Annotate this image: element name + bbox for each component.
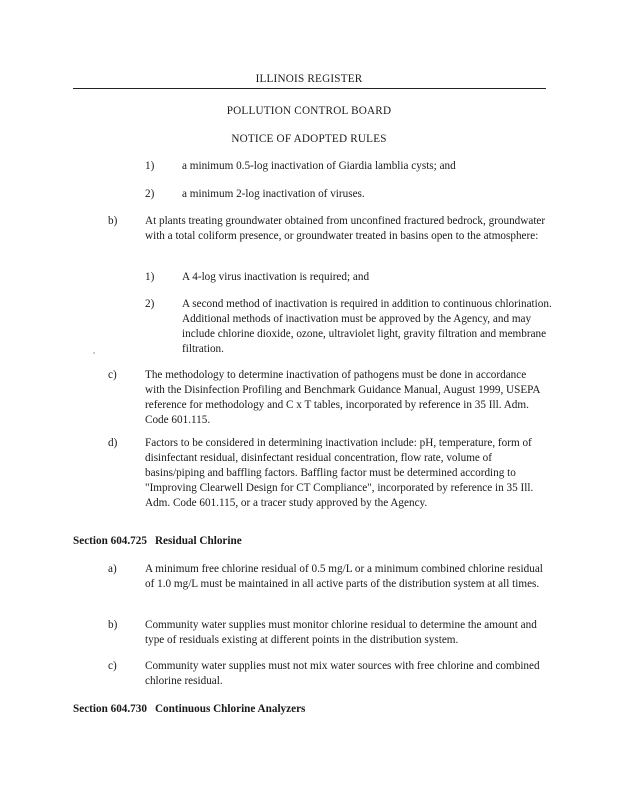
item-text: Factors to be considered in determining inactivation include: pH, temperature, form of disinfectant residual, disinfectant residual concentration, flow rate, volume of basins/piping and baffling factors. Baffling factor must be determined according to "Improving Clearwell Design for CT Compliance", incorporated by reference in 35 Ill. Adm. Code 601.115, or a tracer study approved by the Agency. — [145, 437, 534, 509]
item-label: c) — [108, 369, 117, 381]
item-text: The methodology to determine inactivation of pathogens must be done in accordance with the Disinfection Profiling and Benchmark Guidance Manual, August 1999, USEPA reference for methodology and C x T tables, incorporated by reference in 35 Ill. Adm. Code 601.115. — [145, 369, 540, 426]
item-text: At plants treating groundwater obtained from unconfined fractured bedrock, groundwater with a total coliform presence, or groundwater treated in basins open to the atmosphere: — [145, 215, 546, 242]
item-label: 1) — [145, 160, 155, 172]
item-text: A second method of inactivation is required in addition to continuous chlorination. Additional methods of inactivation must be approved by the Agency, and may include chlorine dioxide, ozone, ultraviolet light, gravity filtration and membrane filtration. — [182, 298, 552, 355]
item-label: b) — [108, 619, 118, 631]
section-title: Continuous Chlorine Analyzers — [154, 703, 306, 715]
item-label: b) — [108, 215, 118, 227]
section-heading — [73, 702, 305, 717]
item-label: d) — [108, 437, 118, 449]
item-text: a minimum 2-log inactivation of viruses. — [182, 188, 365, 200]
scan-speck — [93, 352, 95, 354]
header-rule — [73, 88, 546, 89]
item-text: Community water supplies must monitor chlorine residual to determine the amount and type of residuals existing at different points in the distribution system. — [145, 619, 537, 646]
item-text: a minimum 0.5-log inactivation of Giardia lamblia cysts; and — [182, 160, 456, 172]
board-title: POLLUTION CONTROL BOARD — [226, 105, 392, 117]
register-title: ILLINOIS REGISTER — [255, 73, 363, 85]
item-text: Community water supplies must not mix water sources with free chlorine and combined chlorine residual. — [145, 660, 540, 687]
section-heading — [73, 534, 242, 549]
item-text: A 4-log virus inactivation is required; and — [182, 271, 370, 283]
item-text: A minimum free chlorine residual of 0.5 mg/L or a minimum combined chlorine residual of 1.0 mg/L must be maintained in all active parts of the distribution system at all times. — [145, 563, 543, 590]
item-label: 2) — [145, 298, 155, 310]
item-label: 1) — [145, 271, 155, 283]
section-title: Residual Chlorine — [154, 535, 242, 547]
section-number: Section 604.725 — [73, 535, 147, 547]
notice-title: NOTICE OF ADOPTED RULES — [231, 133, 387, 145]
item-label: a) — [108, 563, 117, 575]
section-number: Section 604.730 — [73, 703, 147, 715]
item-label: c) — [108, 660, 117, 672]
item-label: 2) — [145, 188, 155, 200]
